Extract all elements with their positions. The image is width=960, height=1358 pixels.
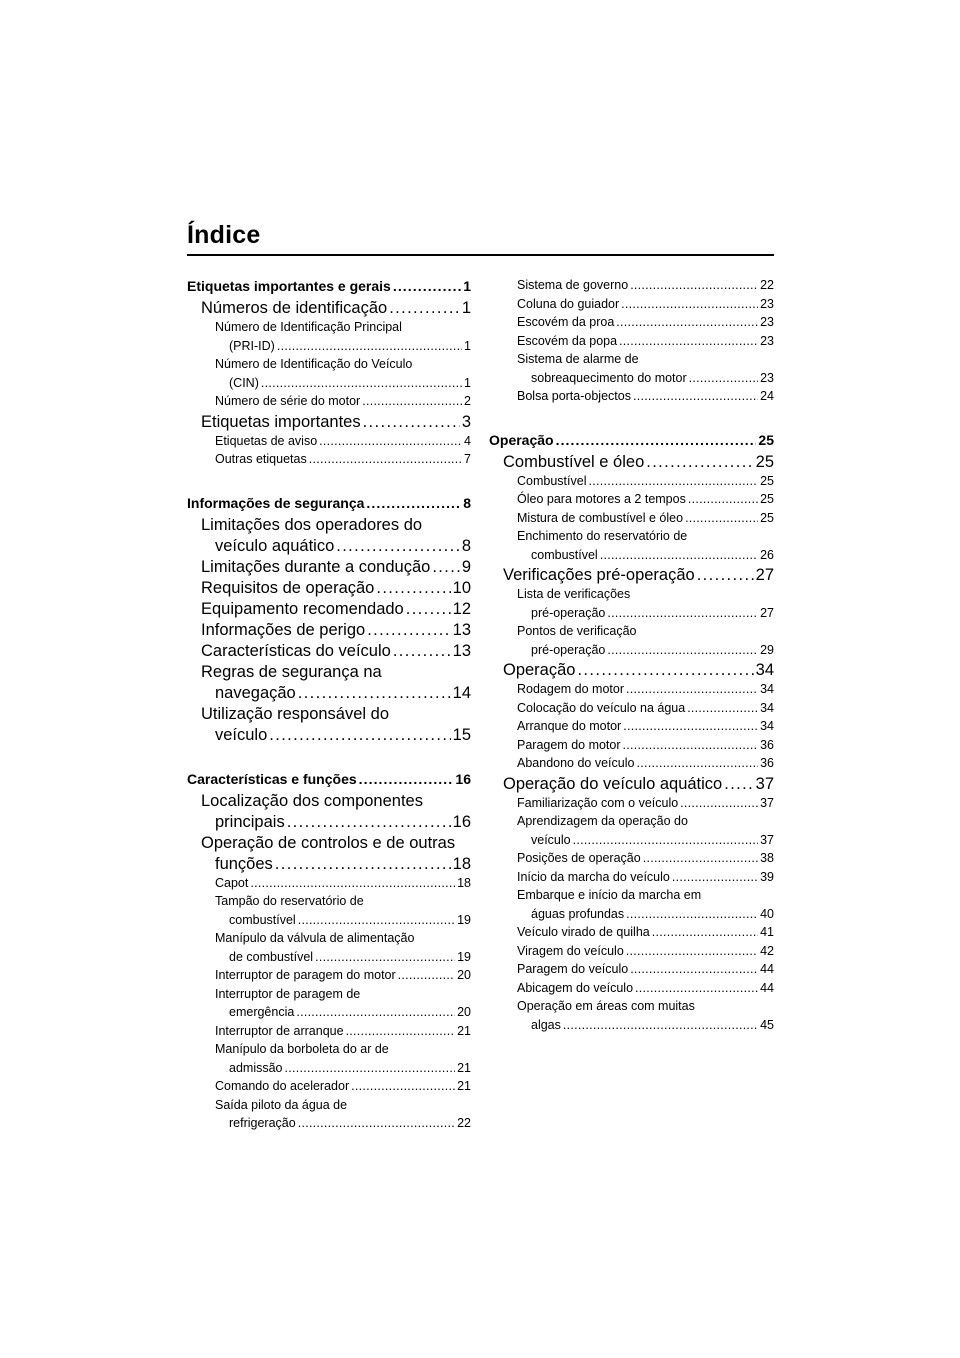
toc-entry-level-1[interactable] bbox=[187, 495, 471, 516]
dot-leader bbox=[724, 775, 753, 794]
toc-entry-level-3[interactable] bbox=[187, 968, 471, 987]
dot-leader bbox=[573, 833, 758, 847]
toc-entry-title-line1: Manípulo da válvula de alimentação bbox=[215, 931, 415, 945]
toc-entry-title: Interruptor de paragem do motor bbox=[215, 968, 396, 982]
toc-entry-level-3[interactable] bbox=[489, 962, 774, 981]
toc-entry-level-3[interactable] bbox=[489, 315, 774, 334]
toc-page-number: 25 bbox=[758, 431, 774, 448]
toc-entry-level-3[interactable] bbox=[489, 981, 774, 1000]
toc-entry-level-2[interactable] bbox=[187, 834, 471, 876]
toc-page-number: 1 bbox=[463, 278, 471, 294]
toc-page-number: 25 bbox=[760, 510, 774, 525]
dot-leader bbox=[432, 558, 459, 577]
toc-page-number: 12 bbox=[452, 599, 471, 618]
toc-entry-title: Viragem do veículo bbox=[517, 943, 624, 958]
toc-page-number: 19 bbox=[457, 949, 471, 964]
toc-entry-title-line1: Utilização responsável do bbox=[201, 704, 390, 723]
dot-leader bbox=[643, 851, 758, 865]
dot-leader bbox=[298, 684, 451, 703]
toc-entry-level-3[interactable] bbox=[489, 334, 774, 353]
dot-leader bbox=[688, 492, 758, 506]
toc-entry-level-1[interactable] bbox=[489, 432, 774, 453]
dot-leader bbox=[697, 566, 754, 585]
toc-entry-level-2[interactable] bbox=[187, 600, 471, 621]
toc-page-number: 23 bbox=[760, 315, 774, 329]
dot-leader bbox=[577, 661, 753, 680]
toc-entry-row bbox=[517, 371, 774, 390]
toc-entry-row bbox=[215, 376, 471, 395]
dot-leader bbox=[680, 796, 758, 810]
toc-entry-row bbox=[201, 537, 471, 558]
toc-entry-title-line1: Localização dos componentes bbox=[201, 791, 423, 810]
dot-leader bbox=[635, 981, 758, 995]
toc-page-number: 27 bbox=[755, 566, 774, 584]
toc-entry-title-line2: algas bbox=[531, 1017, 561, 1032]
dot-leader bbox=[287, 813, 451, 832]
toc-entry-title: Início da marcha do veículo bbox=[517, 869, 670, 884]
toc-page-number: 25 bbox=[760, 473, 774, 488]
toc-entry-title-line1: Número de Identificação do Veículo bbox=[215, 357, 413, 371]
toc-entry-row bbox=[215, 950, 471, 969]
toc-entry-title-line1: Embarque e início da marcha em bbox=[517, 888, 702, 902]
dot-leader bbox=[315, 950, 455, 964]
dot-leader bbox=[646, 453, 753, 472]
toc-page-number: 25 bbox=[760, 492, 774, 506]
dot-leader bbox=[359, 771, 454, 787]
toc-entry-title-line2: navegação bbox=[215, 683, 296, 702]
toc-entry-level-2[interactable] bbox=[187, 663, 471, 705]
dot-leader bbox=[621, 297, 758, 311]
toc-entry-level-3[interactable] bbox=[489, 925, 774, 944]
toc-entry-level-3[interactable] bbox=[489, 587, 774, 624]
toc-entry-level-3[interactable] bbox=[489, 474, 774, 493]
dot-leader bbox=[298, 1116, 455, 1130]
toc-entry-row bbox=[215, 1061, 471, 1080]
dot-leader bbox=[563, 1018, 758, 1032]
toc-entry-title: Paragem do motor bbox=[517, 737, 621, 752]
toc-entry-level-3[interactable] bbox=[489, 297, 774, 316]
toc-entry-row bbox=[517, 907, 774, 926]
toc-entry-level-3[interactable] bbox=[489, 529, 774, 566]
toc-entry-row bbox=[215, 339, 471, 358]
toc-entry-title: Escovém da proa bbox=[517, 315, 615, 329]
toc-entry-title: Abandono do veículo bbox=[517, 756, 635, 770]
page-title: Índice bbox=[187, 221, 261, 249]
toc-page-number: 36 bbox=[760, 737, 774, 752]
toc-entry-level-3[interactable] bbox=[489, 738, 774, 757]
toc-entry-level-3[interactable] bbox=[489, 756, 774, 775]
toc-entry-level-2[interactable] bbox=[187, 792, 471, 834]
toc-entry-title-line2: funções bbox=[215, 854, 273, 873]
toc-page-number: 9 bbox=[461, 557, 471, 576]
toc-entry-title-line1: Aprendizagem da operação do bbox=[517, 814, 688, 828]
dot-leader bbox=[619, 334, 758, 348]
toc-column-right bbox=[489, 278, 774, 1036]
toc-page-number: 23 bbox=[760, 333, 774, 348]
toc-entry-title: Características e funções bbox=[187, 770, 357, 787]
toc-page-number: 34 bbox=[760, 719, 774, 733]
toc-entry-level-3[interactable] bbox=[489, 796, 774, 815]
toc-entry-row bbox=[517, 606, 774, 625]
toc-entry-title: Operação bbox=[503, 661, 576, 679]
toc-entry-title: Combustível bbox=[517, 473, 587, 488]
toc-entry-title-line2: combustível bbox=[229, 912, 296, 927]
toc-page-number: 44 bbox=[760, 962, 774, 976]
toc-entry-title: Sistema de governo bbox=[517, 278, 629, 292]
toc-entry-title-line2: de combustível bbox=[229, 949, 314, 964]
toc-entry-level-2[interactable] bbox=[187, 299, 471, 320]
toc-entry-title-line1: Pontos de verificação bbox=[517, 624, 637, 638]
toc-entry-title-line2: veículo bbox=[531, 832, 571, 847]
toc-entry-title: Requisitos de operação bbox=[201, 578, 375, 597]
toc-entry-title-line1: Manípulo da borboleta do ar de bbox=[215, 1042, 389, 1056]
toc-entry-level-2[interactable] bbox=[187, 516, 471, 558]
toc-entry-row bbox=[201, 855, 471, 876]
toc-entry-level-3[interactable] bbox=[489, 851, 774, 870]
toc-page-number: 4 bbox=[464, 433, 471, 448]
toc-entry-title: Abicagem do veículo bbox=[517, 980, 634, 995]
dot-leader bbox=[367, 621, 450, 640]
toc-entry-title: Etiquetas importantes bbox=[201, 412, 361, 431]
toc-page-number: 21 bbox=[457, 1060, 471, 1075]
dot-leader bbox=[250, 876, 455, 890]
dot-leader bbox=[633, 389, 758, 403]
toc-entry-title: Características do veículo bbox=[201, 641, 391, 660]
toc-entry-title: Informações de segurança bbox=[187, 494, 365, 511]
toc-entry-title: Óleo para motores a 2 tempos bbox=[517, 492, 686, 506]
toc-page-number: 10 bbox=[452, 578, 471, 597]
dot-leader bbox=[393, 642, 451, 661]
toc-page-number: 15 bbox=[452, 725, 471, 744]
toc-entry-row bbox=[201, 684, 471, 705]
toc-entry-level-3[interactable] bbox=[489, 944, 774, 963]
dot-leader bbox=[636, 756, 758, 770]
dot-leader bbox=[600, 548, 758, 562]
title-rule bbox=[187, 254, 774, 256]
toc-entry-level-3[interactable] bbox=[489, 888, 774, 925]
toc-entry-level-2[interactable] bbox=[489, 453, 774, 474]
toc-entry-title: Etiquetas de aviso bbox=[215, 433, 318, 448]
toc-entry-title-line1: Operação em áreas com muitas bbox=[517, 999, 695, 1013]
toc-entry-title: Operação do veículo aquático bbox=[503, 774, 723, 793]
toc-page-number: 20 bbox=[457, 968, 471, 982]
toc-entry-level-3[interactable] bbox=[489, 682, 774, 701]
dot-leader bbox=[309, 452, 462, 466]
dot-leader bbox=[285, 1061, 456, 1075]
dot-leader bbox=[298, 913, 455, 927]
dot-leader bbox=[623, 719, 758, 733]
toc-entry-title: Posições de operação bbox=[517, 851, 641, 865]
toc-entry-title-line2: águas profundas bbox=[531, 906, 625, 921]
dot-leader bbox=[366, 495, 461, 511]
toc-page-number: 27 bbox=[760, 605, 774, 620]
toc-entry-level-3[interactable] bbox=[187, 394, 471, 413]
dot-leader bbox=[406, 600, 451, 619]
toc-entry-row bbox=[517, 833, 774, 852]
toc-entry-title: Arranque do motor bbox=[517, 719, 622, 733]
toc-entry-title: Mistura de combustível e óleo bbox=[517, 510, 684, 525]
toc-entry-title: Bolsa porta-objectos bbox=[517, 389, 631, 403]
toc-entry-level-3[interactable] bbox=[489, 624, 774, 661]
toc-entry-title-line1: Sistema de alarme de bbox=[517, 352, 639, 366]
toc-page-number: 40 bbox=[760, 906, 774, 921]
toc-entry-row bbox=[215, 1005, 471, 1024]
dot-leader bbox=[336, 537, 460, 556]
toc-page-number: 34 bbox=[760, 700, 774, 715]
toc-page-number: 22 bbox=[760, 278, 774, 292]
toc-entry-level-3[interactable] bbox=[489, 999, 774, 1036]
toc-page-number: 2 bbox=[464, 394, 471, 408]
toc-page-number: 8 bbox=[463, 494, 471, 511]
toc-column-left bbox=[187, 278, 471, 1135]
toc-page-number: 38 bbox=[760, 851, 774, 865]
dot-leader bbox=[672, 870, 758, 884]
toc-page-number: 18 bbox=[457, 875, 471, 890]
toc-page-number: 20 bbox=[457, 1005, 471, 1019]
toc-entry-title: Número de série do motor bbox=[215, 394, 361, 408]
toc-entry-row bbox=[517, 1018, 774, 1037]
toc-entry-title: Familiarização com o veículo bbox=[517, 795, 679, 810]
toc-page-number: 25 bbox=[755, 452, 774, 471]
toc-page-number: 36 bbox=[760, 756, 774, 770]
toc-entry-level-3[interactable] bbox=[187, 452, 471, 471]
toc-entry-row bbox=[215, 1116, 471, 1135]
toc-entry-title-line2: admissão bbox=[229, 1060, 283, 1075]
toc-entry-level-3[interactable] bbox=[489, 814, 774, 851]
toc-page-number: 19 bbox=[457, 912, 471, 927]
dot-leader bbox=[630, 278, 758, 292]
toc-entry-level-3[interactable] bbox=[489, 278, 774, 297]
toc-page-number: 22 bbox=[457, 1116, 471, 1130]
toc-entry-title: Combustível e óleo bbox=[503, 452, 645, 471]
toc-entry-level-3[interactable] bbox=[187, 876, 471, 895]
toc-entry-title-line1: Regras de segurança na bbox=[201, 662, 382, 681]
toc-page-number: 7 bbox=[464, 452, 471, 466]
toc-page-number: 13 bbox=[452, 641, 471, 660]
toc-entry-title: Coluna do guiador bbox=[517, 296, 620, 311]
dot-leader bbox=[689, 371, 758, 385]
toc-entry-level-1[interactable] bbox=[187, 771, 471, 792]
dot-leader bbox=[269, 726, 450, 745]
toc-page-number: 21 bbox=[457, 1079, 471, 1093]
toc-entry-level-2[interactable] bbox=[489, 661, 774, 682]
toc-page-number: 24 bbox=[760, 389, 774, 403]
toc-page-number: 1 bbox=[461, 299, 471, 317]
toc-entry-title-line1: Operação de controlos e de outras bbox=[201, 833, 456, 852]
toc-page-number: 1 bbox=[464, 338, 471, 353]
toc-entry-title: Verificações pré-operação bbox=[503, 566, 695, 584]
dot-leader bbox=[275, 855, 451, 874]
toc-entry-level-3[interactable] bbox=[489, 492, 774, 511]
dot-leader bbox=[588, 474, 758, 488]
toc-entry-title-line1: Lista de verificações bbox=[517, 587, 631, 601]
dot-leader bbox=[319, 434, 462, 448]
toc-page-number: 18 bbox=[452, 854, 471, 873]
toc-entry-level-2[interactable] bbox=[187, 705, 471, 747]
toc-entry-level-3[interactable] bbox=[489, 870, 774, 889]
toc-entry-title-line1: Número de Identificação Principal bbox=[215, 320, 402, 334]
toc-entry-row bbox=[215, 913, 471, 932]
toc-page-number: 3 bbox=[461, 412, 471, 431]
toc-entry-title: Limitações durante a condução bbox=[201, 557, 431, 576]
toc-page-number: 34 bbox=[760, 682, 774, 696]
toc-entry-title: Outras etiquetas bbox=[215, 452, 307, 466]
toc-page-number: 23 bbox=[760, 370, 774, 385]
toc-entry-title: Etiquetas importantes e gerais bbox=[187, 278, 391, 294]
toc-entry-title: Comando do acelerador bbox=[215, 1079, 350, 1093]
toc-entry-title: Paragem do veículo bbox=[517, 962, 629, 976]
toc-entry-title: Capot bbox=[215, 875, 249, 890]
toc-entry-level-3[interactable] bbox=[187, 1024, 471, 1043]
toc-entry-level-3[interactable] bbox=[489, 389, 774, 408]
toc-entry-title-line2: (CIN) bbox=[229, 375, 259, 390]
dot-leader bbox=[556, 432, 757, 448]
toc-entry-title-line2: emergência bbox=[229, 1005, 295, 1019]
dot-leader bbox=[351, 1079, 455, 1093]
toc-entry-title: Números de identificação bbox=[201, 299, 388, 317]
toc-page-number: 37 bbox=[760, 795, 774, 810]
toc-entry-level-1[interactable] bbox=[187, 278, 471, 299]
toc-entry-level-3[interactable] bbox=[187, 320, 471, 357]
toc-entry-title-line2: sobreaquecimento do motor bbox=[531, 370, 687, 385]
dot-leader bbox=[389, 299, 460, 318]
toc-entry-row bbox=[517, 548, 774, 567]
dot-leader bbox=[652, 925, 758, 939]
toc-entry-title: Escovém da popa bbox=[517, 333, 618, 348]
dot-leader bbox=[363, 413, 460, 432]
toc-entry-title-line2: veículo aquático bbox=[215, 536, 335, 555]
toc-entry-title-line1: Saída piloto da água de bbox=[215, 1097, 348, 1112]
toc-entry-title-line2: veículo bbox=[215, 725, 268, 744]
toc-page-number: 14 bbox=[452, 683, 471, 702]
toc-entry-level-3[interactable] bbox=[489, 352, 774, 389]
toc-entry-title-line2: pré-operação bbox=[531, 642, 606, 657]
toc-page-number: 37 bbox=[755, 774, 774, 793]
toc-entry-title: Informações de perigo bbox=[201, 620, 366, 639]
toc-entry-row bbox=[517, 643, 774, 662]
dot-leader bbox=[626, 944, 758, 958]
toc-page-number: 29 bbox=[760, 642, 774, 657]
toc-entry-title: Interruptor de arranque bbox=[215, 1023, 344, 1038]
toc-entry-level-3[interactable] bbox=[187, 894, 471, 931]
toc-entry-title-line1: Limitações dos operadores do bbox=[201, 515, 423, 534]
dot-leader bbox=[607, 643, 758, 657]
toc-entry-row bbox=[201, 813, 471, 834]
toc-page-number: 42 bbox=[760, 943, 774, 958]
toc-page-number: 26 bbox=[760, 547, 774, 562]
toc-entry-level-2[interactable] bbox=[187, 579, 471, 600]
toc-entry-row bbox=[201, 726, 471, 747]
toc-page-number: 8 bbox=[461, 536, 471, 555]
toc-entry-title-line2: refrigeração bbox=[229, 1116, 296, 1130]
toc-entry-level-2[interactable] bbox=[489, 566, 774, 587]
toc-entry-title-line2: principais bbox=[215, 812, 285, 831]
toc-page-number: 37 bbox=[760, 832, 774, 847]
toc-entry-level-3[interactable] bbox=[489, 719, 774, 738]
dot-leader bbox=[607, 606, 758, 620]
dot-leader bbox=[261, 376, 462, 390]
toc-entry-title: Colocação do veículo na água bbox=[517, 700, 686, 715]
toc-entry-title-line2: (PRI-ID) bbox=[229, 338, 275, 353]
toc-entry-level-2[interactable] bbox=[187, 558, 471, 579]
toc-page-number: 1 bbox=[464, 375, 471, 390]
toc-entry-level-2[interactable] bbox=[187, 621, 471, 642]
dot-leader bbox=[626, 907, 758, 921]
toc-page-number: 41 bbox=[760, 925, 774, 939]
toc-entry-level-3[interactable] bbox=[187, 987, 471, 1024]
dot-leader bbox=[623, 738, 759, 752]
toc-entry-level-3[interactable] bbox=[187, 931, 471, 968]
toc-entry-title-line1: Enchimento do reservatório de bbox=[517, 529, 688, 543]
toc-page-number: 44 bbox=[760, 980, 774, 995]
toc-entry-title: Rodagem do motor bbox=[517, 682, 625, 696]
toc-entry-title: Equipamento recomendado bbox=[201, 599, 404, 618]
toc-entry-title: Operação bbox=[489, 431, 554, 448]
toc-entry-level-3[interactable] bbox=[187, 357, 471, 394]
toc-entry-title-line1: Tampão do reservatório de bbox=[215, 894, 364, 908]
toc-entry-level-2[interactable] bbox=[489, 775, 774, 796]
toc-page-number: 21 bbox=[457, 1023, 471, 1038]
toc-entry-level-3[interactable] bbox=[489, 701, 774, 720]
toc-page-number: 34 bbox=[755, 661, 774, 679]
toc-page-number: 23 bbox=[760, 296, 774, 311]
dot-leader bbox=[346, 1024, 456, 1038]
toc-page-number: 16 bbox=[452, 812, 471, 831]
toc-entry-title-line2: combustível bbox=[531, 547, 598, 562]
toc-entry-level-3[interactable] bbox=[187, 1098, 471, 1135]
dot-leader bbox=[393, 278, 461, 294]
toc-entry-level-2[interactable] bbox=[187, 413, 471, 434]
dot-leader bbox=[616, 315, 758, 329]
toc-entry-title: Veículo virado de quilha bbox=[517, 925, 650, 939]
toc-entry-level-3[interactable] bbox=[187, 1079, 471, 1098]
dot-leader bbox=[398, 968, 455, 982]
dot-leader bbox=[687, 701, 758, 715]
dot-leader bbox=[277, 339, 462, 353]
toc-entry-level-3[interactable] bbox=[187, 434, 471, 453]
dot-leader bbox=[362, 394, 462, 408]
toc-page-number: 39 bbox=[760, 869, 774, 884]
dot-leader bbox=[685, 511, 758, 525]
dot-leader bbox=[296, 1005, 455, 1019]
toc-page-number: 45 bbox=[760, 1017, 774, 1032]
toc-page-number: 13 bbox=[452, 620, 471, 639]
toc-entry-title-line2: pré-operação bbox=[531, 605, 606, 620]
toc-page-number: 16 bbox=[455, 770, 471, 787]
dot-leader bbox=[626, 682, 758, 696]
toc-entry-level-3[interactable] bbox=[187, 1042, 471, 1079]
dot-leader bbox=[376, 579, 450, 598]
toc-entry-level-2[interactable] bbox=[187, 642, 471, 663]
dot-leader bbox=[630, 962, 758, 976]
toc-entry-title-line1: Interruptor de paragem de bbox=[215, 986, 361, 1001]
toc-entry-level-3[interactable] bbox=[489, 511, 774, 530]
